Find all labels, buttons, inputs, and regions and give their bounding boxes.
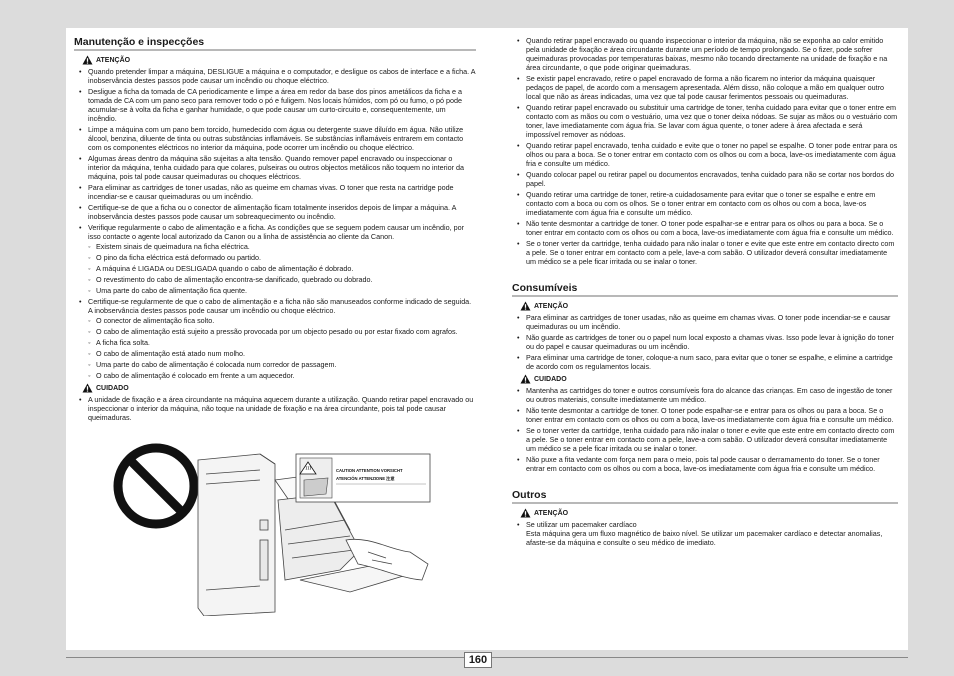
list-item: • Quando colocar papel ou retirar papel ou documentos encravados, tenha cuidado para não se cortar nos bordos do papel. (526, 170, 898, 188)
list-item: • Não tente desmontar a cartridge de toner. O toner pode espalhar-se e entrar para os olhos ou para a boca. Se o toner entrar em contacto com os olhos ou com a boca, lave-os imediatamente com água fria e consulte um médico. (526, 219, 898, 237)
caution-label-inset (296, 454, 430, 502)
sub-list-item: ◦ Uma parte do cabo de alimentação é colocada num corredor de passagem. (96, 360, 476, 369)
caution-label-text-1: CAUTION ATTENTION VORSICHT (336, 468, 403, 473)
list-item: • Quando retirar papel encravado, tenha cuidado e evite que o toner no papel se espalhe. O toner pode entrar para os olhos ou para a boca. Se o toner entrar em contacto com os olhos ou com a boca, lave-os imediatamente com água fria e consulte um médico. (526, 141, 898, 168)
warning-triangle-icon (82, 55, 93, 65)
sub-list (88, 316, 476, 380)
atencao-list (74, 67, 476, 380)
prohibition-icon (118, 448, 194, 524)
list-item: • Para eliminar as cartridges de toner usadas, não as queime em chamas vivas. O toner que resta na cartridge pode incendiar-se e causar queimaduras ou um incêndio. (88, 183, 476, 201)
warning-heading-atencao: ATENÇÃO (520, 301, 898, 311)
sub-list-item: ◦ O cabo de alimentação está sujeito a pressão provocada por um objecto pesado ou por estar fixado com agrafos. (96, 327, 476, 336)
list-item: • Quando retirar uma cartridge de toner, retire-a cuidadosamente para evitar que o toner se espalhe e entre em contacto com a boca ou com os olhos. Se o toner entrar em contacto com os olhos ou com a boca, lave-os imediatamente com água fria e consulte um médico. (526, 190, 898, 217)
list-item: • Limpe a máquina com um pano bem torcido, humedecido com água ou detergente suave diluído em água. Não utilize álcool, benzina, diluente de tinta ou outras substâncias inflamáveis. Se substâncias inflamáveis entrarem em contacto com os componentes eléctricos no interior da máquina, pode ocorrer um incêndio ou choque eléctrico. (88, 125, 476, 152)
sub-list-item: ◦ O conector de alimentação fica solto. (96, 316, 476, 325)
warning-heading-atencao: ATENÇÃO (520, 508, 898, 518)
consumiveis-cuidado-list (512, 386, 898, 473)
list-item: • Verifique regularmente o cabo de alimentação e a ficha. As condições que se seguem podem causar um incêndio, por isso contacte o agente local autorizado da Canon ou a linha de assistência ao cliente da Canon. ◦ Existem sinais de queimadura na ficha eléctrica. ◦ O pino da ficha eléctrica está deformado ou partido. ◦ A máquina é LIGADA ou DESLIGADA quando o cabo de alimentação é dobrado. ◦ O revestimento do cabo de alimentação encontra-se danificado, quebrado ou dobrado. ◦ Uma parte do cabo de alimentação fica quente. (88, 223, 476, 295)
list-item: • Se o toner verter da cartridge, tenha cuidado para não inalar o toner e evite que este entre em contacto directo com a pele. Se o toner entrar em contacto com a pele, lave-a com sabão. O utilizador deverá consultar imediatamente um médico se a pele ficar irritada ou se inalar o toner. (526, 426, 898, 453)
continued-list (512, 36, 898, 266)
caution-triangle-icon (520, 374, 531, 384)
list-item: • Quando pretender limpar a máquina, DESLIGUE a máquina e o computador, e desligue os cabos de interface e a ficha. A inobservância destes passos pode causar um incêndio ou choque eléctrico. (88, 67, 476, 85)
list-item: • Mantenha as cartridges do toner e outros consumíveis fora do alcance das crianças. Em caso de ingestão de toner ou outros materiais, consulte imediatamente um médico. (526, 386, 898, 404)
sub-list-item: ◦ Uma parte do cabo de alimentação fica quente. (96, 286, 476, 295)
sub-list-item: ◦ O cabo de alimentação está atado num molho. (96, 349, 476, 358)
sub-list-item: ◦ O revestimento do cabo de alimentação encontra-se danificado, quebrado ou dobrado. (96, 275, 476, 284)
list-item: • Quando retirar papel encravado ou quando inspeccionar o interior da máquina, não se exponha ao calor emitido pela unidade de fixação e área circundante durante um período de tempo prolongado. Se o fizer, pode sofrer queimaduras provocadas por temperaturas baixas, mesmo não tocando directamente na unidade de fixação e na área circundante, o que pode originar queimaduras. (526, 36, 898, 72)
cuidado-list (74, 395, 476, 422)
caution-triangle-icon (82, 383, 93, 393)
consumiveis-atencao-list (512, 313, 898, 371)
sub-list-item: ◦ Existem sinais de queimadura na ficha eléctrica. (96, 242, 476, 251)
list-item: • Desligue a ficha da tomada de CA periodicamente e limpe a área em redor da base dos pinos ametálicos da ficha e a tomada de CA com um pano seco para remover todo o pó e fuligem. Nos locais húmidos, com pó ou fumo, o pó pode acumular-se à volta da ficha e ganhar humidade, o que pode causar um curto-circuito e, consequentemente, um incêndio. (88, 87, 476, 123)
list-item: • Certifique-se regularmente de que o cabo de alimentação e a ficha não são manuseados conforme indicado de seguida. A inobservância destes passos pode causar um incêndio ou choque eléctrico. ◦ O conector de alimentação fica solto. ◦ O cabo de alimentação está sujeito a pressão provocada por um objecto pesado ou por estar fixado com agrafos. ◦ A ficha fica solta. ◦ O cabo de alimentação está atado num molho. ◦ Uma parte do cabo de alimentação é colocada num corredor de passagem. ◦ O cabo de alimentação é colocado em frente a um aquecedor. (88, 297, 476, 380)
outros-list (512, 520, 898, 547)
sub-list-item: ◦ O pino da ficha eléctrica está deformado ou partido. (96, 253, 476, 262)
sub-list-item: ◦ A ficha fica solta. (96, 338, 476, 347)
list-item: • Algumas áreas dentro da máquina são sujeitas a alta tensão. Quando remover papel encravado ou inspeccionar o interior da máquina, tenha cuidado para que colares, pulseiras ou outros objectos metálicos não toquem no interior da máquina, pois tal pode causar queimaduras ou choques eléctricos. (88, 154, 476, 181)
list-item: • A unidade de fixação e a área circundante na máquina aquecem durante a utilização. Quando retirar papel encravado ou inspeccionar o interior da máquina, não toque na unidade de fixação e na área circundante, pois tal pode causar queimaduras. (88, 395, 476, 422)
warning-triangle-icon (520, 508, 531, 518)
fixing-unit-illustration (110, 440, 436, 616)
left-column (74, 36, 476, 424)
list-item: • Para eliminar as cartridges de toner usadas, não as queime em chamas vivas. O toner pode incendiar-se e causar queimaduras ou um incêndio. (526, 313, 898, 331)
list-item: • Certifique-se de que a ficha ou o conector de alimentação ficam totalmente inseridos depois de limpar a máquina. A inobservância destes passos pode causar um sobreaquecimento ou incêndio. (88, 203, 476, 221)
warning-heading-atencao: ATENÇÃO (82, 55, 476, 65)
sub-list-item: ◦ O cabo de alimentação é colocado em frente a um aquecedor. (96, 371, 476, 380)
list-item: • Não puxe a fita vedante com força nem para o meio, pois tal pode causar o derramamento do toner. Se o toner entrar em contacto com os olhos ou com a boca, lave-os imediatamente com água fria e consulte um médico. (526, 455, 898, 473)
list-item: • Se existir papel encravado, retire o papel encravado de forma a não ficarem no interior da máquina quaisquer pedaços de papel, de acordo com a mensagem apresentada. Além disso, não coloque a mão em qualquer outro local que não as áreas indicadas, uma vez que tal pode causar ferimentos pessoais ou queimaduras. (526, 74, 898, 101)
sub-list (88, 242, 476, 295)
right-column (512, 36, 898, 549)
section-title-outros: Outros (512, 489, 898, 504)
page-number: 160 (464, 652, 492, 668)
warning-heading-cuidado: CUIDADO (82, 383, 476, 393)
section-title-consumiveis: Consumíveis (512, 282, 898, 297)
list-item: • Não guarde as cartridges de toner ou o papel num local exposto a chamas vivas. Isso pode levar à ignição do toner ou do papel e causar queimaduras ou um incêndio. (526, 333, 898, 351)
list-item: • Quando retirar papel encravado ou substituir uma cartridge de toner, tenha cuidado para evitar que o toner entre em contacto com as mãos ou com o vestuário, uma vez que o toner deixa nódoas. Se sujar as mãos ou o vestuário com toner, lave imediatamente com água fria. Se lavar com água quente, o toner adere à área afectada e será impossível remover as nódoas. (526, 103, 898, 139)
list-item: • Se utilizar um pacemaker cardíaco Esta máquina gera um fluxo magnético de baixo nível. Se utilizar um pacemaker cardíaco e detectar anomalias, afaste-se da máquina e consulte o seu médico de imediato. (526, 520, 898, 547)
warning-triangle-icon (520, 301, 531, 311)
list-item: • Não tente desmontar a cartridge de toner. O toner pode espalhar-se e entrar para os olhos ou para a boca. Se o toner entrar em contacto com os olhos ou com a boca, lave-os imediatamente com água fria e consulte um médico. (526, 406, 898, 424)
sub-list-item: ◦ A máquina é LIGADA ou DESLIGADA quando o cabo de alimentação é dobrado. (96, 264, 476, 273)
list-item: • Se o toner verter da cartridge, tenha cuidado para não inalar o toner e evite que este entre em contacto directo com a pele. Se o toner entrar em contacto com a pele, lave-a com sabão. O utilizador deverá consultar imediatamente um médico se a pele ficar irritada ou se inalar o toner. (526, 239, 898, 266)
section-title-manutencao: Manutenção e inspecções (74, 36, 476, 51)
warning-heading-cuidado: CUIDADO (520, 374, 898, 384)
caution-label-text-2: ATENCIÓN ATTENZIONE 注意 (336, 476, 395, 481)
list-item: • Para eliminar uma cartridge de toner, coloque-a num saco, para evitar que o toner se espalhe, e elimine a cartridge de acordo com os regulamentos locais. (526, 353, 898, 371)
